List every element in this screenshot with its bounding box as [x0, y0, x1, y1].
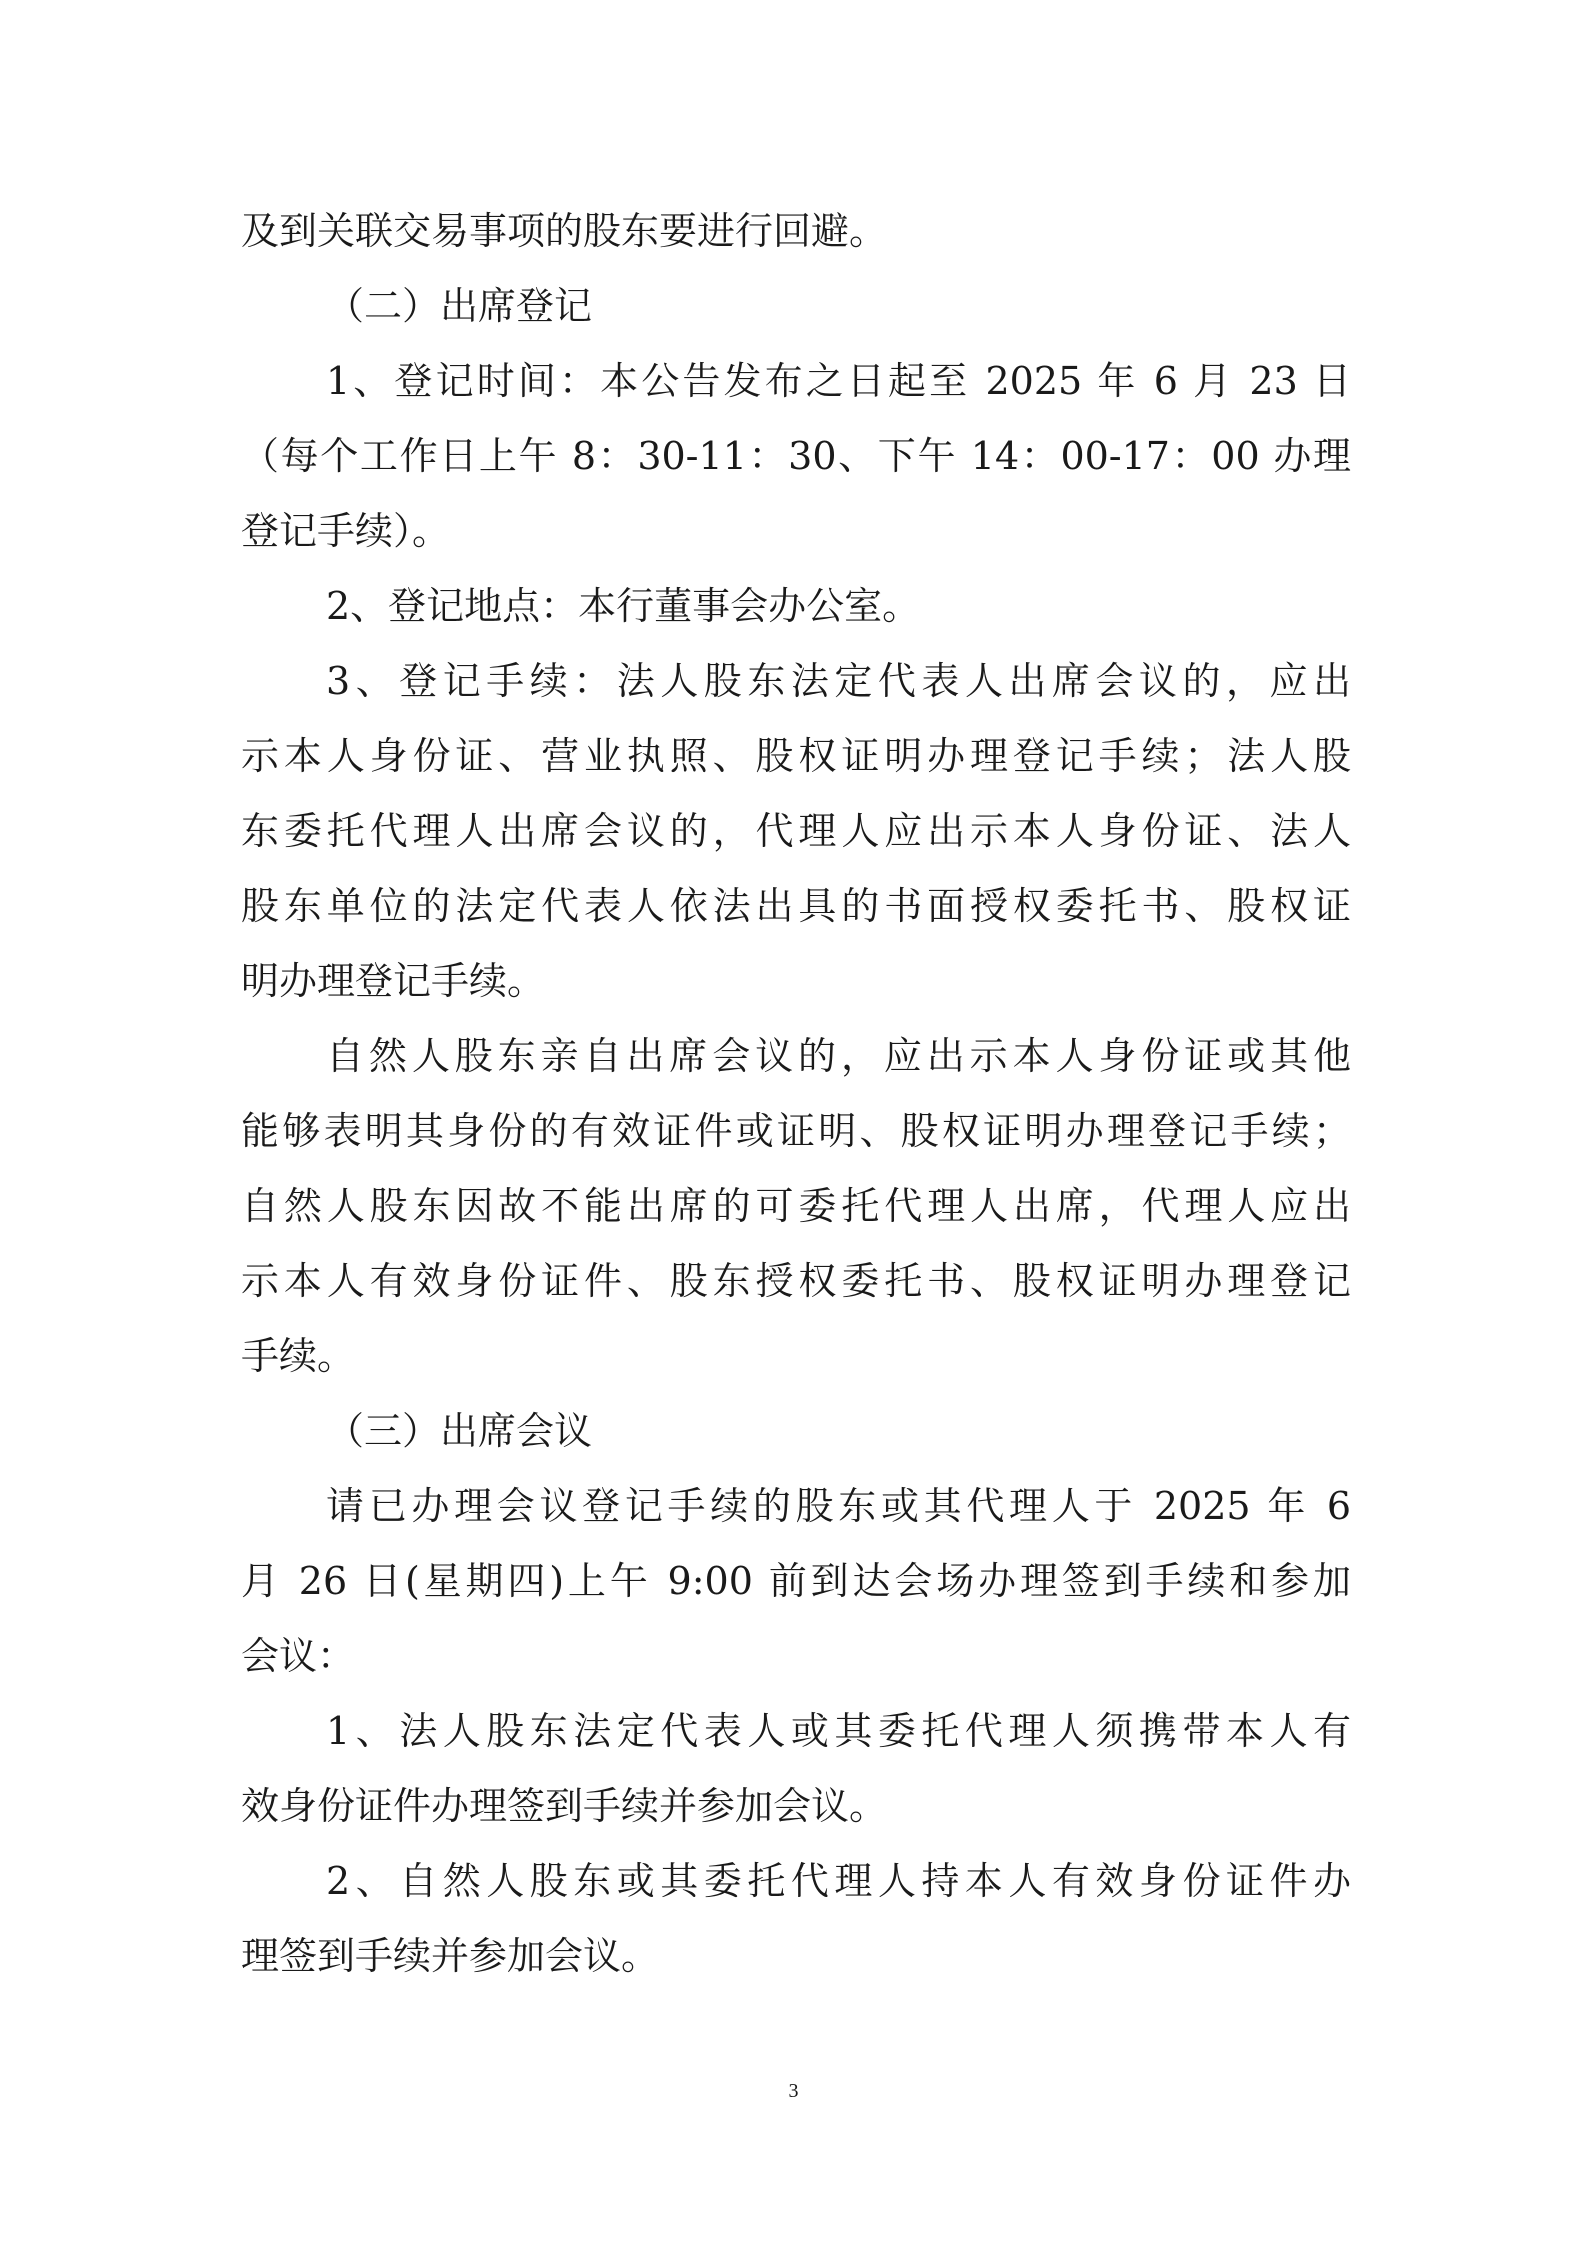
- text-line: 自然人股东亲自出席会议的，应出示本人身份证或其他: [326, 1034, 1351, 1078]
- text-line: 及到关联交易事项的股东要进行回避。: [241, 209, 888, 253]
- text-line: 能够表明其身份的有效证件或证明、股权证明办理登记手续；: [241, 1109, 1351, 1153]
- text-line: 效身份证件办理签到手续并参加会议。: [241, 1784, 888, 1828]
- text-line: 2、登记地点：本行董事会办公室。: [326, 584, 921, 628]
- section-heading: （二）出席登记: [326, 284, 593, 328]
- text-line: 理签到手续并参加会议。: [241, 1934, 660, 1978]
- text-line: 2、自然人股东或其委托代理人持本人有效身份证件办: [326, 1859, 1351, 1903]
- text-line: 示本人身份证、营业执照、股权证明办理登记手续；法人股: [241, 734, 1351, 778]
- text-line: 登记手续）。: [241, 509, 451, 553]
- text-line: 自然人股东因故不能出席的可委托代理人出席，代理人应出: [241, 1184, 1351, 1228]
- text-line: 请已办理会议登记手续的股东或其代理人于 2025 年 6: [326, 1484, 1351, 1528]
- text-line: 3、登记手续：法人股东法定代表人出席会议的，应出: [326, 659, 1351, 703]
- text-line: 东委托代理人出席会议的，代理人应出示本人身份证、法人: [241, 809, 1351, 853]
- text-line: 月 26 日(星期四)上午 9:00 前到达会场办理签到手续和参加: [241, 1559, 1351, 1603]
- page-number: 3: [788, 2080, 799, 2102]
- section-heading: （三）出席会议: [326, 1409, 593, 1453]
- text-line: 会议：: [241, 1634, 356, 1678]
- text-line: 手续。: [241, 1334, 356, 1378]
- text-line: 1、登记时间：本公告发布之日起至 2025 年 6 月 23 日: [326, 359, 1351, 403]
- text-line: 示本人有效身份证件、股东授权委托书、股权证明办理登记: [241, 1259, 1351, 1303]
- text-line: 明办理登记手续。: [241, 959, 546, 1003]
- text-line: 1、法人股东法定代表人或其委托代理人须携带本人有: [326, 1709, 1351, 1753]
- text-line: 股东单位的法定代表人依法出具的书面授权委托书、股权证: [241, 884, 1351, 928]
- text-line: （每个工作日上午 8：30-11：30、下午 14：00-17：00 办理: [241, 434, 1351, 478]
